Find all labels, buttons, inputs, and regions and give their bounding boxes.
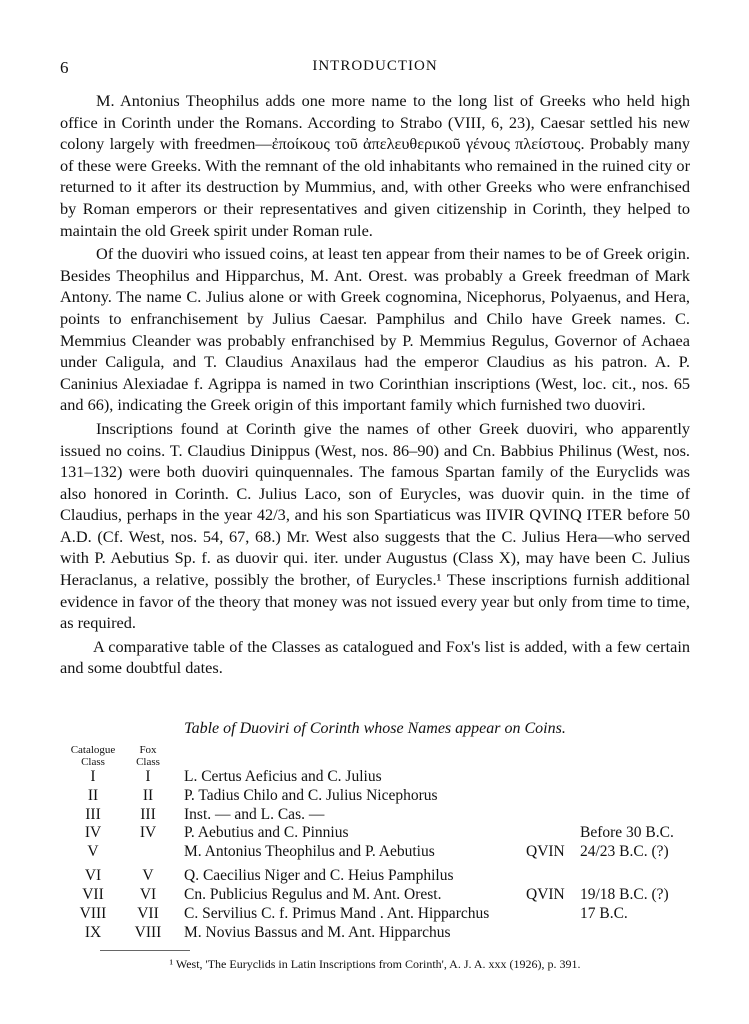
page-number: 6 <box>60 58 69 77</box>
date-cell: 24/23 B.C. (?) <box>580 843 669 861</box>
catalogue-class-cell: VI <box>84 867 102 885</box>
paragraph: Inscriptions found at Corinth give the names of other Greek duoviri, who apparently issued no coins. T. Claudius Dinippus (West, nos. 86–90) and Cn. Babbius Philinus (West, nos. 131–132) were both duoviri quinquennales. The famous Spartan family of the Euryclids was also honored in Corinth. C. Julius Laco, son of Eurycles, was duovir quin. in the time of Claudius, perhaps in the year 42/3, and his son Spartiaticus was IIVIR QVINQ ITER before 50 A.D. (Cf. West, nos. 54, 67, 68.) Mr. West also suggests that the C. Julius Hera—who served with P. Aebutius Sp. f. as duovir qui. iter. under Augustus (Class X), may have been C. Julius Heraclanus, a relative, possibly the brother, of Eurycles.¹ These inscriptions furnish additional evidence in favor of the theory that money was not issued every year but only from time to time, as required. <box>60 418 690 633</box>
table-row <box>60 768 690 787</box>
fox-class-cell: VIII <box>134 923 162 941</box>
column-header-fox: Fox Class <box>136 744 160 768</box>
paragraph: A comparative table of the Classes as catalogued and Fox's list is added, with a few certain and some doubtful dates. <box>60 636 690 678</box>
column-header-catalogue: Catalogue Class <box>70 744 116 768</box>
duoviri-names-cell: Q. Caecilius Niger and C. Heius Pamphilus <box>184 867 454 885</box>
fox-class-cell: I <box>145 768 151 785</box>
catalogue-class-cell: VII <box>82 885 104 903</box>
duoviri-names-cell: P. Aebutius and C. Pinnius <box>184 824 349 842</box>
table-row <box>60 843 690 867</box>
duoviri-table <box>60 768 690 942</box>
duoviri-names-cell: L. Certus Aeficius and C. Julius <box>184 768 382 785</box>
duoviri-names-cell: C. Servilius C. f. Primus Mand . Ant. Hipparchus <box>184 904 490 922</box>
running-title: INTRODUCTION <box>312 58 438 74</box>
duoviri-names-cell: P. Tadius Chilo and C. Julius Nicephorus <box>184 786 438 804</box>
catalogue-class-cell: V <box>87 843 99 861</box>
date-cell: 17 B.C. <box>580 904 628 922</box>
fox-class-cell: III <box>140 805 156 823</box>
table-row <box>60 905 690 924</box>
quin-mark-cell: QVIN <box>526 885 565 903</box>
date-cell: 19/18 B.C. (?) <box>580 885 669 903</box>
fox-class-cell: IV <box>139 824 157 842</box>
duoviri-names-cell: Cn. Publicius Regulus and M. Ant. Orest. <box>184 885 442 903</box>
quin-mark-cell: QVIN <box>526 843 565 861</box>
catalogue-class-cell: IV <box>84 824 102 842</box>
catalogue-class-cell: III <box>85 805 101 823</box>
paragraph: M. Antonius Theophilus adds one more name to the long list of Greeks who held high office in Corinth under the Romans. According to Strabo (VIII, 6, 23), Caesar settled his new colony largely with freedmen—ἐποίκους τοῦ ἀπελευθερικοῦ γένους πλείστους. Probably many of these were Greeks. With the remnant of the old inhabitants who remained in the ruined city or returned to it after its destruction by Mummius, and, with other Greeks who were enfranchised by Roman emperors or their representatives and given citizenship in Corinth, they helped to maintain the old Greek spirit under Roman rule. <box>60 91 690 240</box>
fox-class-cell: VII <box>137 904 159 922</box>
fox-class-cell: II <box>142 786 154 804</box>
duoviri-names-cell: M. Antonius Theophilus and P. Aebutius <box>184 843 435 861</box>
date-cell: Before 30 B.C. <box>580 824 674 842</box>
table-title: Table of Duoviri of Corinth whose Names appear on Coins. <box>184 720 566 737</box>
duoviri-names-cell: M. Novius Bassus and M. Ant. Hipparchus <box>184 923 451 941</box>
table-row <box>60 824 690 843</box>
catalogue-class-cell: IX <box>84 923 102 941</box>
fox-class-cell: VI <box>139 885 157 903</box>
table-row <box>60 787 690 806</box>
table-row <box>60 924 690 943</box>
paragraph: Of the duoviri who issued coins, at least ten appear from their names to be of Greek origin. Besides Theophilus and Hipparchus, M. Ant. Orest. was probably a Greek freedman of Mark Antony. The name C. Julius alone or with Greek cognomina, Nicephorus, Polyaenus, and Hera, points to enfranchisement by Julius Caesar. Pamphilus and Chilo have Greek names. C. Memmius Cleander was probably enfranchised by P. Memmius Regulus, Governor of Achaea under Caligula, and T. Claudius Anaxilaus had the emperor Claudius as his patron. A. P. Caninius Alexiadae f. Agrippa is named in two Corinthian inscriptions (West, loc. cit., nos. 65 and 66), indicating the Greek origin of this important family which furnished two duoviri. <box>60 244 690 415</box>
catalogue-class-cell: I <box>90 768 96 785</box>
fox-class-cell: V <box>142 867 154 885</box>
catalogue-class-cell: VIII <box>79 904 107 922</box>
footnote-rule <box>100 950 190 951</box>
page-header <box>60 58 690 82</box>
body-text <box>60 90 690 681</box>
duoviri-names-cell: Inst. — and L. Cas. — <box>184 805 325 823</box>
table-row <box>60 806 690 825</box>
footnote: ¹ West, 'The Euryclids in Latin Inscriptions from Corinth', A. J. A. xxx (1926), p. 391. <box>169 957 581 971</box>
catalogue-class-cell: II <box>87 786 99 804</box>
table-row <box>60 867 690 886</box>
table-row <box>60 886 690 905</box>
